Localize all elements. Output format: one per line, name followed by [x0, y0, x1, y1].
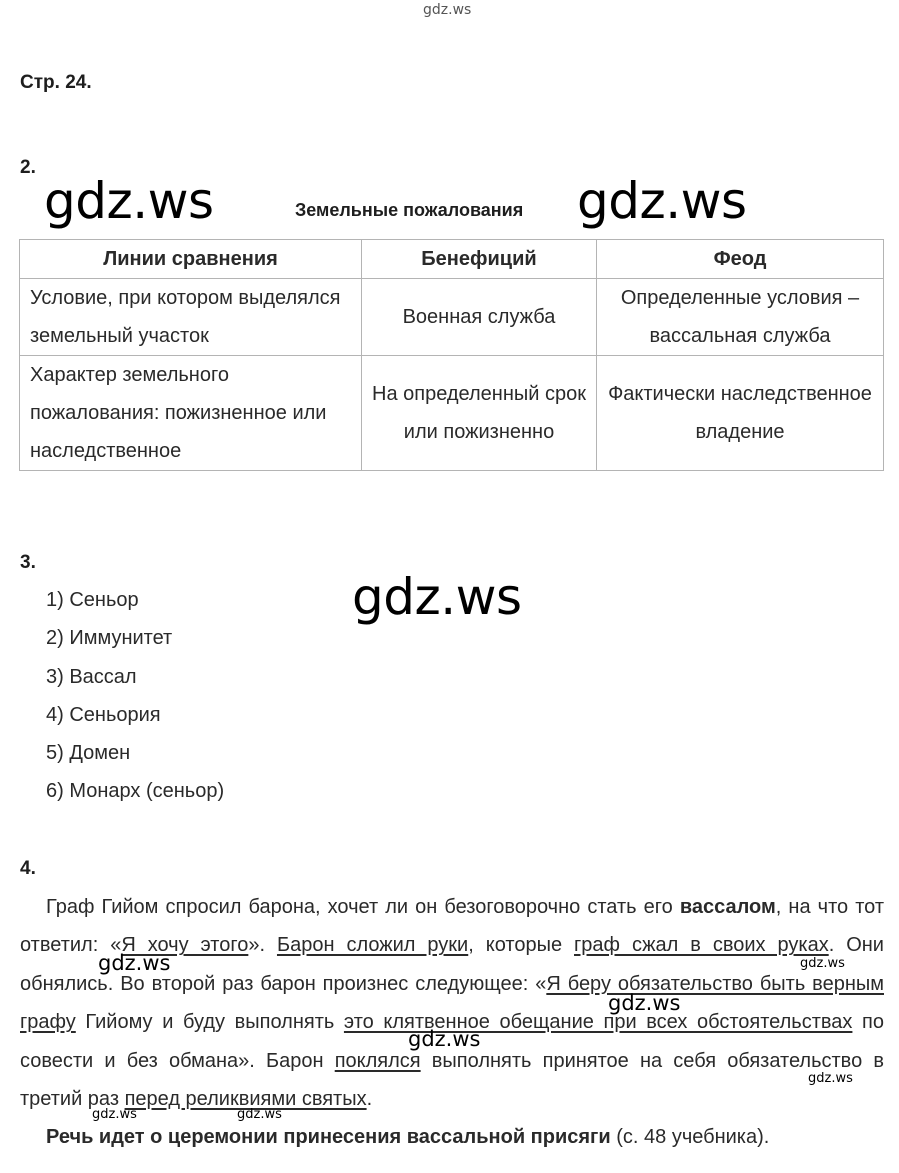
table-cell: Военная служба	[362, 279, 597, 356]
task-4-text	[20, 888, 884, 1157]
text-span: Граф Гийом спросил барона, хочет ли он безоговорочно стать его	[46, 896, 680, 918]
table-cell: Условие, при котором выделялся земельный участок	[20, 279, 362, 356]
watermark-big-right: gdz.ws	[577, 172, 747, 230]
task-2-number: 2.	[20, 157, 36, 178]
underlined-phrase: это клятвенное обещание при всех обстоятельствах	[343, 1011, 853, 1034]
watermark-top: gdz.ws	[423, 2, 472, 18]
table-row	[20, 356, 884, 471]
underlined-phrase: Барон сложил руки	[276, 934, 469, 957]
page-heading: Стр. 24.	[20, 72, 92, 93]
watermark-mid: gdz.ws	[608, 991, 681, 1015]
comparison-table	[19, 239, 884, 471]
list-item: 6) Монарх (сеньор)	[46, 780, 225, 802]
watermark-mid: gdz.ws	[408, 1027, 481, 1051]
watermark-big-center: gdz.ws	[352, 568, 522, 626]
underlined-phrase: поклялся	[334, 1049, 421, 1072]
text-span: (с. 48 учебника).	[610, 1126, 770, 1149]
task-4-paragraph	[20, 888, 884, 1118]
text-span: .	[366, 1088, 373, 1111]
list-item: 5) Домен	[46, 742, 131, 764]
table-cell: Определенные условия – вассальная служба	[597, 279, 884, 356]
task-3-number: 3.	[20, 552, 36, 573]
task-4-number: 4.	[20, 858, 36, 879]
list-item: 2) Иммунитет	[46, 627, 173, 649]
bold-term: вассалом	[679, 896, 776, 918]
watermark-small: gdz.ws	[808, 1071, 853, 1086]
text-span: , которые	[468, 934, 575, 957]
list-item: 1) Сеньор	[46, 589, 139, 611]
table-header-row	[20, 240, 884, 279]
underlined-phrase: перед реликвиями святых	[124, 1088, 367, 1111]
header-beneficium: Бенефиций	[362, 240, 597, 279]
watermark-small: gdz.ws	[92, 1107, 137, 1122]
underlined-phrase: Я беру обязательство быть верным графу	[20, 972, 884, 1034]
table-title: Земельные пожалования	[295, 200, 524, 220]
text-span: . Они обнялись. Во второй раз барон произнес следующее: «	[20, 934, 884, 995]
watermark-small: gdz.ws	[237, 1107, 282, 1122]
header-lines-of-comparison: Линии сравнения	[20, 240, 362, 279]
text-span: выполнять принятое на себя обязательство в третий раз	[20, 1049, 885, 1111]
table-cell: Характер земельного пожалования: пожизненное или наследственное	[20, 356, 362, 471]
header-feud: Феод	[597, 240, 884, 279]
underlined-phrase: граф сжал в своих руках	[574, 934, 829, 957]
table-row	[20, 279, 884, 356]
text-span: по совести и без обмана». Барон	[20, 1011, 885, 1072]
list-item: 3) Вассал	[46, 666, 137, 688]
text-span: , на что тот ответил: «	[20, 896, 884, 957]
table-cell: На определенный срок или пожизненно	[362, 356, 597, 471]
watermark-mid: gdz.ws	[98, 951, 171, 975]
watermark-big-left: gdz.ws	[44, 172, 214, 230]
underlined-phrase: Я хочу этого	[121, 934, 249, 957]
text-span: ».	[248, 934, 277, 957]
text-span: Гийому и буду выполнять	[75, 1011, 344, 1034]
bold-conclusion: Речь идет о церемонии принесения вассальной присяги	[46, 1126, 611, 1149]
task-4-conclusion	[20, 1118, 884, 1156]
table-cell: Фактически наследственное владение	[597, 356, 884, 471]
watermark-small: gdz.ws	[800, 956, 845, 971]
list-item: 4) Сеньория	[46, 704, 161, 726]
